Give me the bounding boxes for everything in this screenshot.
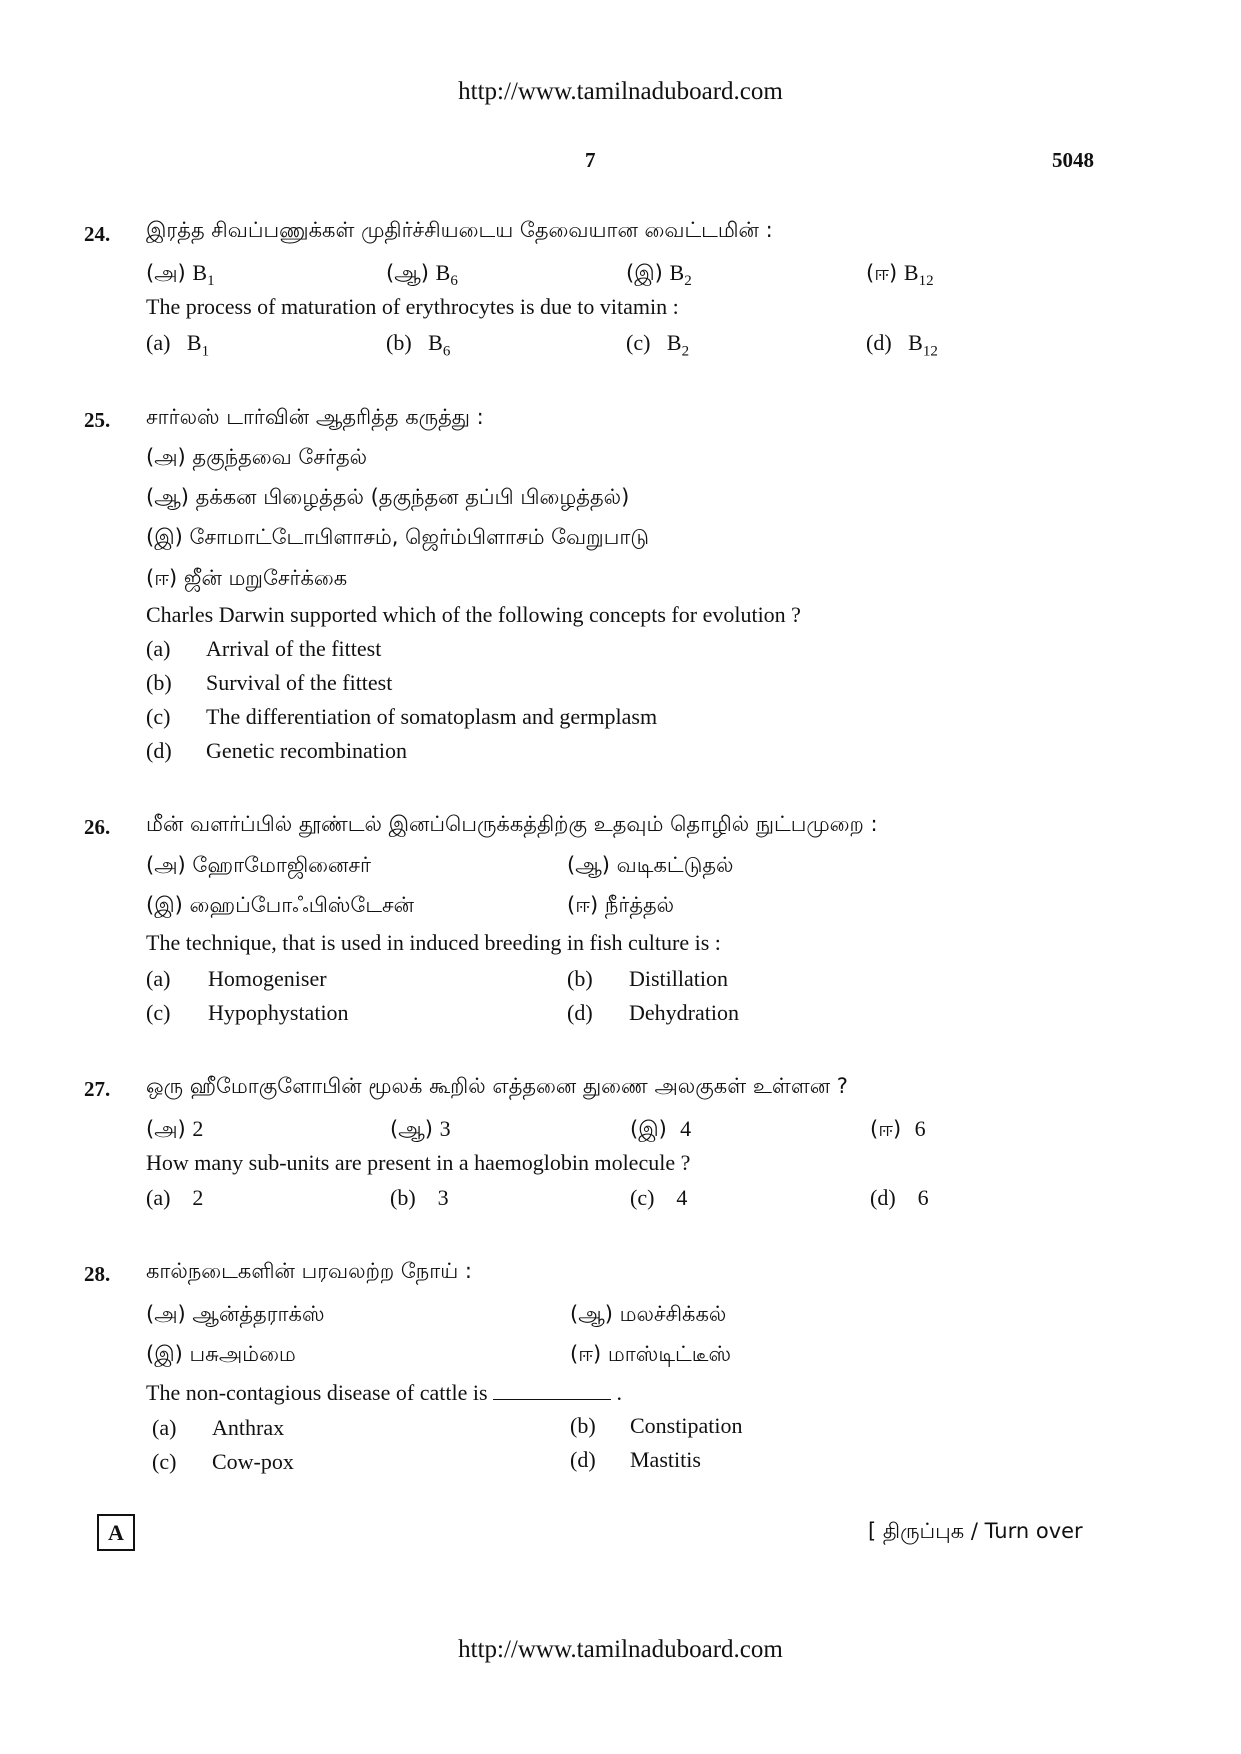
option-marker: (c) [146, 1000, 171, 1025]
option-english-c [152, 1449, 294, 1475]
question-english-end: . [616, 1380, 623, 1405]
option-text: The differentiation of somatoplasm and germplasm [206, 704, 658, 729]
option-tamil-a [146, 1302, 325, 1329]
option-english-b [567, 966, 728, 992]
option-text: Survival of the fittest [206, 670, 393, 695]
option-tamil-a [146, 260, 215, 290]
option-subscript: 2 [681, 343, 690, 360]
option-tamil-c [630, 1116, 691, 1144]
option-tamil-b [390, 1116, 451, 1144]
option-text: ஜீன் மறுசேர்க்கை [183, 566, 348, 590]
option-marker: (ஆ) [146, 485, 189, 509]
paper-code: 5048 [1052, 148, 1094, 172]
option-marker: (அ) [146, 1302, 186, 1326]
option-marker: (ஈ) [567, 893, 599, 917]
option-text: Hypophystation [208, 1000, 349, 1025]
question-english-text: The non-contagious disease of cattle is [146, 1380, 488, 1405]
option-tamil-d [567, 893, 674, 920]
option-marker: (c) [152, 1449, 177, 1474]
option-english-a [146, 966, 327, 992]
option-tamil-b [146, 485, 629, 512]
option-tamil-d [866, 260, 934, 290]
option-english-a [146, 1185, 203, 1211]
option-marker: (அ) [146, 261, 186, 285]
question-tamil: கால்நடைகளின் பரவலற்ற நோய் : [146, 1259, 472, 1283]
option-english-c [630, 1185, 687, 1211]
option-text: 3 [437, 1185, 449, 1210]
option-text: B [669, 260, 685, 285]
option-marker: (c) [626, 330, 651, 355]
option-text: 6 [914, 1116, 926, 1141]
option-marker: (a) [146, 330, 171, 355]
option-marker: (d) [570, 1447, 596, 1472]
option-marker: (ஆ) [567, 853, 610, 877]
option-tamil-d [146, 566, 347, 593]
question-number: 28. [84, 1262, 111, 1286]
option-text: B [428, 330, 443, 355]
header-url: http://www.tamilnaduboard.com [458, 78, 783, 105]
option-text: Distillation [629, 966, 728, 991]
option-english-d [567, 1000, 739, 1026]
option-text: சோமாட்டோபிளாசம், ஜெர்ம்பிளாசம் வேறுபாடு [189, 525, 650, 549]
option-marker: (ஆ) [386, 261, 429, 285]
option-text: 2 [192, 1185, 204, 1210]
question-english [146, 1380, 622, 1406]
option-marker: (ஆ) [570, 1302, 613, 1326]
option-marker: (இ) [146, 1342, 183, 1366]
question-english: Charles Darwin supported which of the following concepts for evolution ? [146, 602, 801, 627]
option-text: 2 [192, 1116, 204, 1141]
option-marker: (இ) [146, 525, 183, 549]
option-text: B [435, 260, 451, 285]
option-marker: (ஈ) [570, 1342, 602, 1366]
answer-blank [493, 1381, 611, 1400]
option-marker: (இ) [146, 893, 183, 917]
option-subscript: 6 [450, 273, 458, 290]
option-marker: (b) [390, 1185, 416, 1210]
option-marker: (b) [570, 1413, 596, 1438]
option-marker: (a) [146, 966, 171, 991]
option-subscript: 1 [207, 273, 215, 290]
option-text: Arrival of the fittest [206, 636, 382, 661]
option-tamil-b [567, 853, 733, 880]
option-text: 3 [439, 1116, 451, 1141]
option-english-b [570, 1413, 743, 1439]
option-tamil-d [570, 1342, 731, 1369]
question-number: 24. [84, 222, 111, 246]
option-subscript: 12 [918, 273, 934, 290]
option-marker: (b) [386, 330, 412, 355]
option-tamil-c [146, 893, 414, 920]
option-english-c [146, 1000, 349, 1026]
option-text: ஹைப்போஃபிஸ்டேசன் [189, 893, 415, 917]
option-text: Cow-pox [212, 1449, 294, 1474]
option-text: B [186, 330, 202, 355]
option-english-c [146, 704, 658, 730]
option-text: Genetic recombination [206, 738, 407, 763]
option-marker: (இ) [630, 1117, 667, 1141]
option-english-b [386, 330, 450, 360]
option-text: B [192, 260, 208, 285]
question-tamil: சார்லஸ் டார்வின் ஆதரித்த கருத்து : [146, 405, 484, 429]
option-subscript: 1 [201, 343, 210, 360]
option-marker: (அ) [146, 1117, 186, 1141]
option-tamil-c [146, 1342, 296, 1369]
option-text: B [903, 260, 919, 285]
option-marker: (a) [152, 1415, 177, 1440]
option-english-a [152, 1415, 285, 1441]
option-subscript: 6 [442, 343, 451, 360]
option-tamil-c [626, 260, 692, 290]
option-marker: (இ) [626, 261, 663, 285]
option-tamil-d [870, 1116, 926, 1144]
option-english-d [866, 330, 938, 360]
option-marker: (d) [146, 738, 172, 763]
option-text: மாஸ்டிட்டீஸ் [607, 1342, 732, 1366]
option-text: Anthrax [212, 1415, 285, 1440]
option-text: பசுஅம்மை [189, 1342, 296, 1366]
option-text: Mastitis [630, 1447, 701, 1472]
option-english-a [146, 636, 382, 662]
option-text: தகுந்தவை சேர்தல் [192, 445, 368, 469]
option-text: Homogeniser [208, 966, 327, 991]
option-english-d [146, 738, 407, 764]
option-marker: (ஆ) [390, 1117, 433, 1141]
option-text: ஆன்த்தராக்ஸ் [192, 1302, 325, 1326]
option-text: 6 [917, 1185, 929, 1210]
footer-url: http://www.tamilnaduboard.com [458, 1636, 783, 1663]
option-tamil-b [386, 260, 458, 290]
question-tamil: மீன் வளர்ப்பில் தூண்டல் இனப்பெருக்கத்திற்கு உதவும் தொழில் நுட்பமுறை : [146, 812, 878, 836]
option-text: Constipation [630, 1413, 743, 1438]
option-marker: (c) [630, 1185, 655, 1210]
option-marker: (a) [146, 636, 171, 661]
option-marker: (ஈ) [866, 261, 898, 285]
option-text: மலச்சிக்கல் [619, 1302, 727, 1326]
option-english-d [570, 1447, 701, 1473]
question-english: The technique, that is used in induced breeding in fish culture is : [146, 930, 721, 955]
option-marker: (d) [870, 1185, 896, 1210]
option-marker: (c) [146, 704, 171, 729]
turn-over: [ திருப்புக / Turn over [868, 1519, 1083, 1543]
option-marker: (ஈ) [870, 1117, 902, 1141]
option-tamil-a [146, 1116, 203, 1144]
option-tamil-a [146, 445, 367, 472]
option-marker: (d) [866, 330, 892, 355]
option-text: Dehydration [629, 1000, 739, 1025]
question-tamil: இரத்த சிவப்பணுக்கள் முதிர்ச்சியடைய தேவையான வைட்டமின் : [146, 218, 773, 242]
option-marker: (a) [146, 1185, 171, 1210]
option-english-a [146, 330, 209, 360]
option-marker: (அ) [146, 853, 186, 877]
option-text: ஹோமோஜினைசர் [192, 853, 372, 877]
option-subscript: 12 [922, 343, 938, 360]
option-subscript: 2 [684, 273, 692, 290]
question-english: How many sub-units are present in a haemoglobin molecule ? [146, 1150, 691, 1175]
option-text: வடிகட்டுதல் [616, 853, 734, 877]
question-tamil: ஒரு ஹீமோகுளோபின் மூலக் கூறில் எத்தனை துணை அலகுகள் உள்ளன ? [146, 1074, 848, 1098]
page-number: 7 [585, 148, 596, 172]
option-text: B [666, 330, 682, 355]
option-english-c [626, 330, 689, 360]
option-marker: (b) [146, 670, 172, 695]
option-tamil-c [146, 525, 649, 552]
question-english: The process of maturation of erythrocytes is due to vitamin : [146, 294, 679, 319]
option-text: 4 [676, 1185, 688, 1210]
option-tamil-b [570, 1302, 726, 1329]
question-number: 25. [84, 408, 111, 432]
option-english-d [870, 1185, 929, 1211]
option-marker: (b) [567, 966, 593, 991]
option-english-b [146, 670, 393, 696]
option-marker: (அ) [146, 445, 186, 469]
question-number: 26. [84, 815, 111, 839]
option-text: B [908, 330, 923, 355]
option-english-b [390, 1185, 449, 1211]
question-number: 27. [84, 1077, 111, 1101]
option-marker: (d) [567, 1000, 593, 1025]
option-marker: (ஈ) [146, 566, 178, 590]
option-tamil-a [146, 853, 371, 880]
option-text: தக்கன பிழைத்தல் (தகுந்தன தப்பி பிழைத்தல்) [195, 485, 630, 509]
version-box: A [97, 1514, 135, 1551]
option-text: நீர்த்தல் [604, 893, 675, 917]
option-text: 4 [680, 1116, 692, 1141]
